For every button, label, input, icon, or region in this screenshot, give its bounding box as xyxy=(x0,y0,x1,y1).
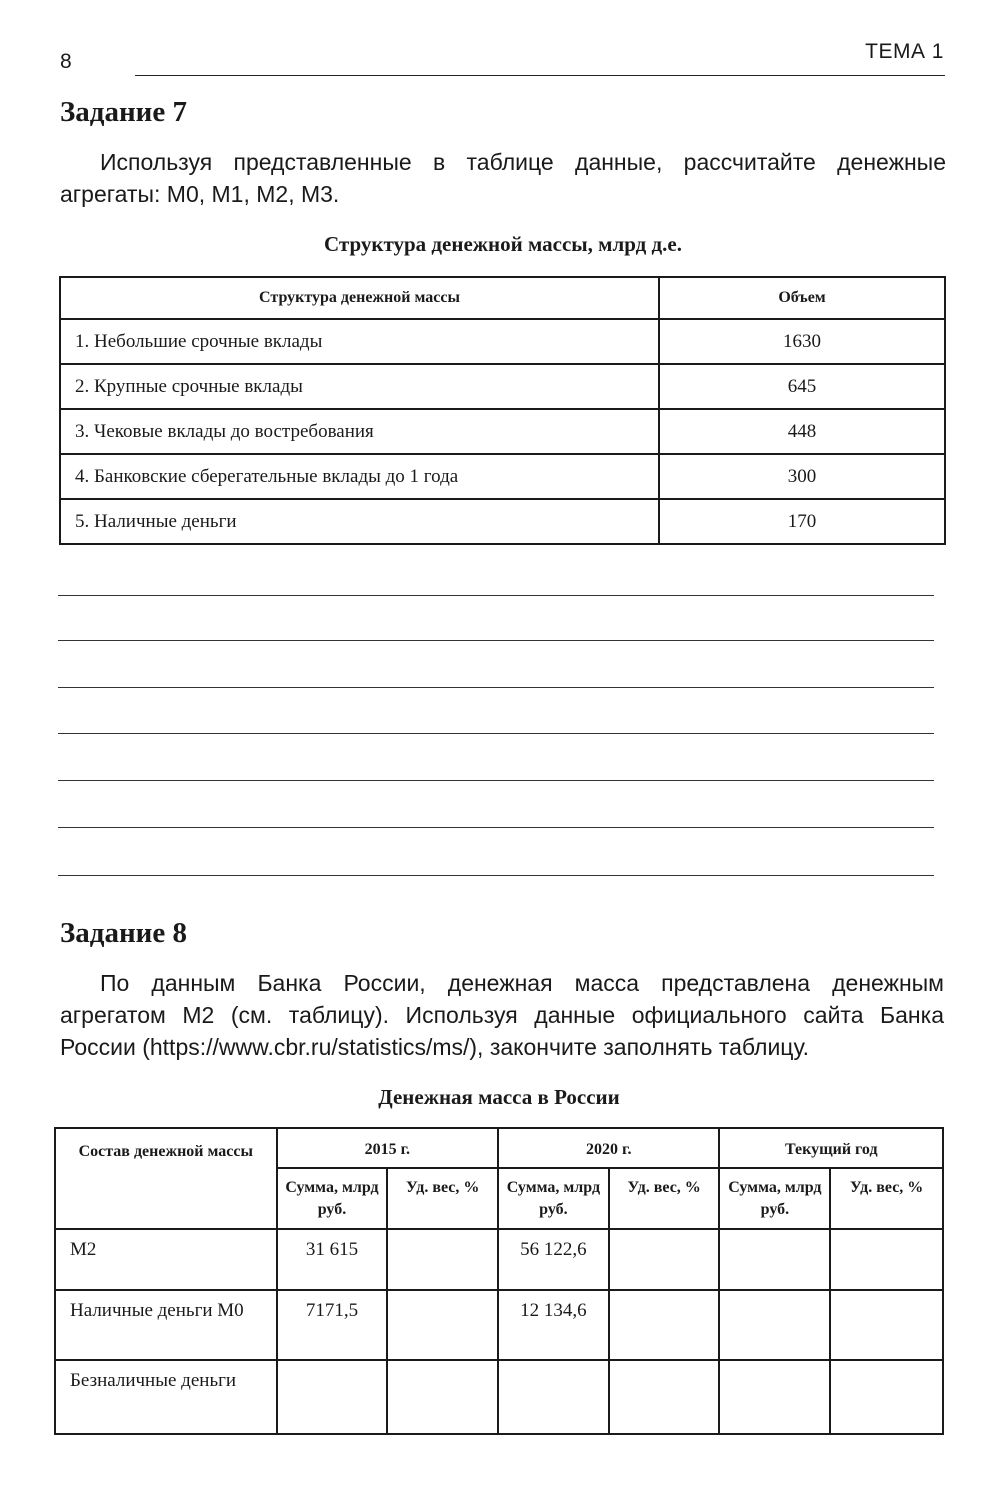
task7-table-caption: Структура денежной массы, млрд д.е. xyxy=(324,232,682,256)
sum-header: Сумма, млрд руб. xyxy=(277,1168,388,1229)
table-row xyxy=(55,1290,943,1360)
row-name: 5. Наличные деньги xyxy=(60,499,659,544)
row-value: 448 xyxy=(659,409,945,454)
answer-line[interactable] xyxy=(58,827,934,828)
period-header: Текущий год xyxy=(719,1128,943,1168)
task8-title: Задание 8 xyxy=(60,917,188,949)
row-name: 1. Небольшие срочные вклады xyxy=(60,319,659,364)
column-header: Структура денежной массы xyxy=(60,277,659,319)
header-topic: ТЕМА 1 xyxy=(865,40,944,63)
sum-header: Сумма, млрд руб. xyxy=(719,1168,830,1229)
row-name: 3. Чековые вклады до востребования xyxy=(60,409,659,454)
cell-value[interactable] xyxy=(609,1290,720,1360)
cell-value[interactable] xyxy=(719,1229,830,1290)
table-row xyxy=(60,409,945,454)
cell-value[interactable] xyxy=(387,1229,498,1290)
row-name: 2. Крупные срочные вклады xyxy=(60,364,659,409)
period-header: 2015 г. xyxy=(277,1128,498,1168)
cell-value[interactable] xyxy=(719,1360,830,1434)
answer-line[interactable] xyxy=(58,733,934,734)
row-value: 300 xyxy=(659,454,945,499)
cell-value[interactable] xyxy=(830,1229,943,1290)
cell-value[interactable] xyxy=(387,1360,498,1434)
table-row xyxy=(60,454,945,499)
task8-text: По данным Банка России, денежная масса представлена денежным агрегатом М2 (см. таблицу). Используя данные официального сайта Банка России (https://www.cbr.ru/statistics/ms/), закончите заполнять таблицу. xyxy=(60,970,944,1060)
task8-table-caption: Денежная масса в России xyxy=(378,1085,620,1109)
cell-value[interactable]: 31 615 xyxy=(277,1229,388,1290)
cell-value[interactable]: 12 134,6 xyxy=(498,1290,609,1360)
cell-value[interactable]: 56 122,6 xyxy=(498,1229,609,1290)
cell-value[interactable] xyxy=(830,1290,943,1360)
cell-value[interactable] xyxy=(498,1360,609,1434)
task7-title: Задание 7 xyxy=(60,96,188,128)
row-name: М2 xyxy=(55,1229,277,1290)
row-value: 1630 xyxy=(659,319,945,364)
share-header: Уд. вес, % xyxy=(609,1168,720,1229)
cell-value[interactable] xyxy=(609,1360,720,1434)
answer-line[interactable] xyxy=(58,640,934,641)
money-structure-table xyxy=(59,276,946,545)
cell-value[interactable] xyxy=(609,1229,720,1290)
sum-header: Сумма, млрд руб. xyxy=(498,1168,609,1229)
task7-text: Используя представленные в таблице данные, рассчитайте денежные агрегаты: М0, М1, М2, М3. xyxy=(60,149,946,207)
page-number: 8 xyxy=(60,50,72,73)
money-supply-russia-table xyxy=(54,1127,944,1435)
table-row xyxy=(60,319,945,364)
cell-value[interactable] xyxy=(830,1360,943,1434)
row-value: 645 xyxy=(659,364,945,409)
period-header: 2020 г. xyxy=(498,1128,719,1168)
cell-value[interactable]: 7171,5 xyxy=(277,1290,388,1360)
answer-line[interactable] xyxy=(58,780,934,781)
table-header-row xyxy=(60,277,945,319)
column-header: Объем xyxy=(659,277,945,319)
answer-line[interactable] xyxy=(58,687,934,688)
corner-header: Состав денежной массы xyxy=(55,1128,277,1229)
share-header: Уд. вес, % xyxy=(387,1168,498,1229)
cell-value[interactable] xyxy=(387,1290,498,1360)
cell-value[interactable] xyxy=(719,1290,830,1360)
header-rule xyxy=(135,75,945,76)
row-name: Безналичные деньги xyxy=(55,1360,277,1434)
answer-line[interactable] xyxy=(58,595,934,596)
row-value: 170 xyxy=(659,499,945,544)
period-header-row xyxy=(55,1128,943,1168)
cell-value[interactable] xyxy=(277,1360,388,1434)
table-row xyxy=(60,499,945,544)
row-name: Наличные деньги М0 xyxy=(55,1290,277,1360)
answer-line[interactable] xyxy=(58,875,934,876)
table-row xyxy=(55,1360,943,1434)
table-row xyxy=(60,364,945,409)
row-name: 4. Банковские сберегательные вклады до 1 года xyxy=(60,454,659,499)
table-row xyxy=(55,1229,943,1290)
share-header: Уд. вес, % xyxy=(830,1168,943,1229)
